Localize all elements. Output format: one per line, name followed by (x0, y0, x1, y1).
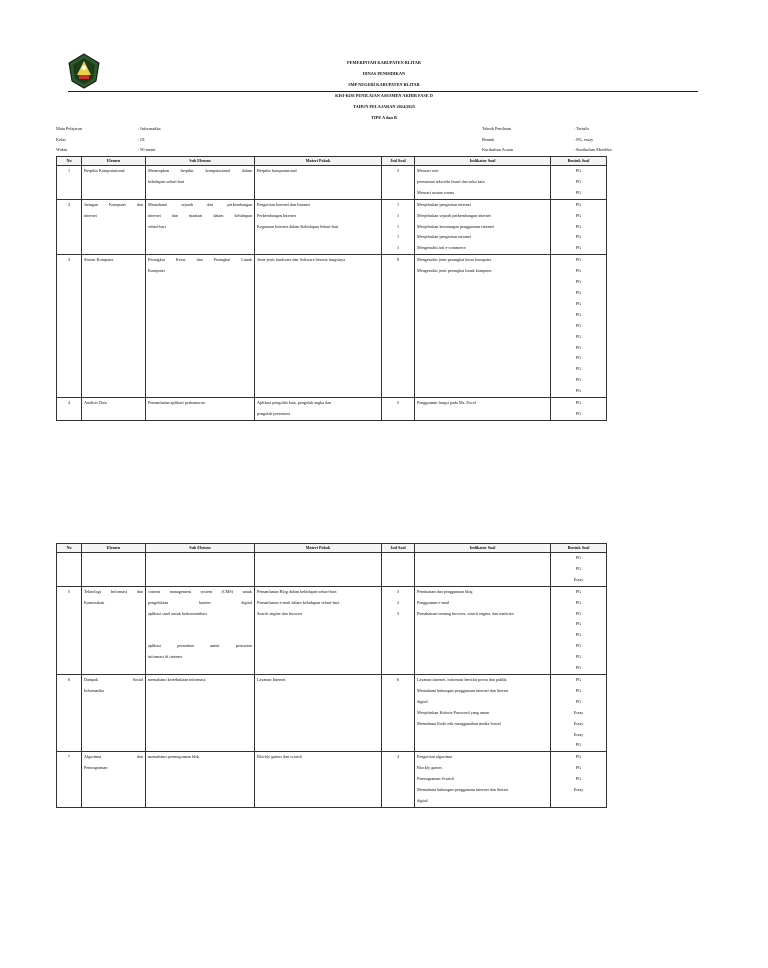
materi-pokok-line: Blockly games dan scratch (257, 754, 303, 760)
cell-indikator-soal (415, 255, 551, 398)
cell-indikator-soal (415, 553, 551, 587)
sub-elemen-line: kehidupan sehari-hari (148, 178, 185, 184)
indikator-soal-line: digital (417, 797, 428, 803)
cell-bentuk-soal (551, 674, 607, 751)
materi-pokok-line: Perkembangan Internet (257, 212, 296, 218)
header-line-3: SMP NEGERI KABUPATEN BLITAR (348, 82, 420, 87)
bentuk-soal-line: PG (575, 355, 582, 361)
elemen-line: Jaringan Komputer dan (84, 201, 143, 207)
jml-soal-line: 1 (396, 212, 400, 218)
cell-indikator-soal (415, 674, 551, 751)
column-header-bentuk-soal: Bentuk Soal (551, 157, 607, 166)
column-header-indikator-soal: Indikator Soal (415, 544, 551, 553)
materi-pokok-line: Search engine dan browser (257, 610, 303, 616)
cell-bentuk-soal (551, 586, 607, 674)
meta-right-value-2: : PG, essay (574, 137, 594, 142)
elemen-line: Komunikasi (84, 599, 105, 605)
cell-elemen (82, 255, 146, 398)
jml-soal-line: 1 (396, 234, 400, 240)
sub-elemen-line: memahami keterbukaan informasi, (148, 676, 207, 682)
bentuk-soal-line: PG (575, 565, 582, 571)
column-header-materi-pokok: Materi Pokok (255, 157, 382, 166)
indikator-soal-line: Mengenalisi jenis perangkat keras komputer. (417, 257, 493, 263)
indikator-soal-line: Menjelaskan Kriteria Password yang aman (417, 709, 489, 715)
sub-elemen-line: informasi di internet (148, 654, 183, 660)
indikator-soal-line: Penggunaan fungsi pada Ms. Excel (417, 400, 476, 406)
cell-materi-pokok (255, 553, 382, 587)
bentuk-soal-line: Essay (573, 709, 584, 715)
bentuk-soal-line: PG (575, 234, 582, 240)
sub-elemen-line (148, 630, 252, 641)
indikator-soal-line: Menjelaskan keuntungan penggunaan internet (417, 223, 495, 229)
cell-materi-pokok (255, 398, 382, 421)
indikator-soal-line: Memahami hubungan penggunaan internet dan literasi (417, 687, 509, 693)
indikator-soal-line: Memahami hubungan penggunaan internet dan literasi (417, 787, 509, 793)
table-row (57, 166, 607, 200)
elemen-line: internet (84, 212, 97, 218)
header-divider (68, 91, 698, 92)
cell-sub-elemen (146, 674, 255, 751)
cell-sub-elemen (146, 166, 255, 200)
column-header-jml-soal: Jml Soal (382, 157, 415, 166)
bentuk-soal-line: PG (575, 621, 582, 627)
table-row (57, 255, 607, 398)
header-line-4: KISI-KISI PENILAIAN ASESMEN AKHIR FASE D (335, 93, 433, 98)
bentuk-soal-line: Essay (573, 720, 584, 726)
meta-left-value-3: : 90 menit (138, 147, 156, 152)
bentuk-soal-line: PG (575, 599, 582, 605)
sub-elemen-line: Pemanfaatan aplikasi perkantoran (148, 400, 205, 406)
indikator-soal-line: digital (417, 698, 428, 704)
cell-bentuk-soal (551, 398, 607, 421)
indikator-soal-line: Pemrograman Scratch (417, 776, 455, 782)
cell-jml-soal (382, 752, 415, 808)
bentuk-soal-line: PG (575, 388, 582, 394)
sub-elemen-line: aplikasi peramban untuk pencarian (148, 643, 252, 649)
bentuk-soal-line: PG (575, 742, 582, 748)
sub-elemen-line: sehari-hari (148, 223, 166, 229)
meta-right-value-1: : Tertulis (574, 126, 590, 131)
indikator-soal-line: Blockly games (417, 765, 443, 771)
table-row (57, 674, 607, 751)
bentuk-soal-line: PG (575, 168, 582, 173)
jml-soal-line: 3 (396, 168, 400, 173)
column-header-sub-elemen: Sub Elemen (146, 544, 255, 553)
cell-no: 6 (57, 674, 82, 751)
table-row (57, 586, 607, 674)
cell-sub-elemen (146, 586, 255, 674)
header-line-6: TIPE A dan B (371, 115, 397, 120)
bentuk-soal-line: PG (575, 588, 582, 594)
bentuk-soal-line: PG (575, 311, 582, 317)
meta-left-label-2: Kelas (56, 137, 66, 142)
cell-materi-pokok (255, 199, 382, 255)
elemen-line: Informatika (84, 687, 104, 693)
bentuk-soal-line: PG (575, 245, 582, 251)
cell-bentuk-soal (551, 255, 607, 398)
jml-soal-line: 1 (396, 223, 400, 229)
materi-pokok-line: Layanan Internet (257, 676, 286, 682)
sub-elemen-line: aplikasi surel untuk berkomunikasi (148, 610, 207, 616)
indikator-soal-line: Menjelaskan pengertian internet (417, 201, 471, 207)
materi-pokok-line: pengolah presentasi (257, 410, 291, 416)
cell-jml-soal (382, 255, 415, 398)
kisi-kisi-table-2 (56, 543, 607, 808)
cell-bentuk-soal (551, 752, 607, 808)
cell-materi-pokok (255, 255, 382, 398)
kisi-kisi-table-1 (56, 156, 607, 421)
bentuk-soal-line: PG (575, 400, 582, 406)
elemen-line: Berpikir Komputasional (84, 168, 125, 173)
indikator-soal-line: Layanan internet, informasi bersifat privat dan publik (417, 676, 507, 682)
cell-no: 5 (57, 586, 82, 674)
meta-left-label-3: Waktu (56, 147, 68, 152)
cell-jml-soal (382, 166, 415, 200)
cell-no (57, 553, 82, 587)
cell-elemen (82, 199, 146, 255)
cell-elemen (82, 752, 146, 808)
cell-sub-elemen (146, 553, 255, 587)
jml-soal-line: 3 (396, 588, 400, 594)
indikator-soal-line: Mencari rute (417, 168, 439, 173)
table-row (57, 199, 607, 255)
cell-indikator-soal (415, 398, 551, 421)
sub-elemen-line: Memahami sejarah dan perkembangan (148, 201, 252, 207)
bentuk-soal-line: PG (575, 212, 582, 218)
cell-indikator-soal (415, 166, 551, 200)
jml-soal-line: 3 (396, 610, 400, 616)
materi-pokok-line: Pengertian Internet dan Intranet (257, 201, 311, 207)
table-header-row (57, 544, 607, 553)
column-header-no: No (57, 157, 82, 166)
bentuk-soal-line: PG (575, 765, 582, 771)
column-header-elemen: Elemen (82, 157, 146, 166)
bentuk-soal-line: PG (575, 289, 582, 295)
indikator-soal-line: Memahami Kode etik menggunakan media Sosial (417, 720, 501, 726)
elemen-line: Analisis Data (84, 400, 107, 406)
cell-indikator-soal (415, 586, 551, 674)
cell-elemen (82, 398, 146, 421)
indikator-soal-line: permainan teka-teki huruf dan suku kata (417, 178, 485, 184)
elemen-line: Pemrograman (84, 765, 108, 771)
bentuk-soal-line: PG (575, 643, 582, 649)
column-header-indikator-soal: Indikator Soal (415, 157, 551, 166)
header-line-1: PEMERINTAH KABUPATEN BLITAR (347, 60, 421, 65)
column-header-materi-pokok: Materi Pokok (255, 544, 382, 553)
bentuk-soal-line: PG (575, 377, 582, 383)
cell-sub-elemen (146, 752, 255, 808)
bentuk-soal-line: PG (575, 201, 582, 207)
meta-right-label-2: Bentuk (482, 137, 495, 142)
column-header-elemen: Elemen (82, 544, 146, 553)
materi-pokok-line: Pemanfaatan Blog dalam kehidupan sehari-hari (257, 588, 337, 594)
cell-materi-pokok (255, 166, 382, 200)
cell-jml-soal (382, 553, 415, 587)
elemen-line: Dampak Sosial (84, 676, 143, 682)
bentuk-soal-line: PG (575, 555, 582, 560)
bentuk-soal-line: PG (575, 776, 582, 782)
meta-left-label-1: Mata Pelajaran (56, 126, 82, 131)
cell-elemen (82, 586, 146, 674)
jml-soal-line: 1 (396, 201, 400, 207)
bentuk-soal-line: PG (575, 178, 582, 184)
sub-elemen-line: Komputer (148, 268, 165, 274)
table-header-row (57, 157, 607, 166)
bentuk-soal-line: PG (575, 687, 582, 693)
elemen-line: Teknologi Informasi dan (84, 588, 143, 594)
materi-pokok-line: Kegunaan Internet dalam Kehidupan Sehari-hari (257, 223, 339, 229)
cell-no: 3 (57, 255, 82, 398)
bentuk-soal-line: PG (575, 754, 582, 760)
bentuk-soal-line: PG (575, 676, 582, 682)
jml-soal-line: 5 (396, 400, 400, 406)
indikator-soal-line: Menjelaskan sejarah perkembangan internet (417, 212, 491, 218)
cell-bentuk-soal (551, 199, 607, 255)
bentuk-soal-line: PG (575, 410, 582, 416)
cell-materi-pokok (255, 586, 382, 674)
cell-bentuk-soal (551, 166, 607, 200)
bentuk-soal-line: PG (575, 279, 582, 285)
sub-elemen-line: content management system (CMS) untuk (148, 588, 252, 594)
table-row (57, 553, 607, 587)
bentuk-soal-line: PG (575, 654, 582, 660)
cell-jml-soal (382, 586, 415, 674)
jml-soal-line: 6 (396, 676, 400, 682)
bentuk-soal-line: PG (575, 665, 582, 671)
cell-indikator-soal (415, 752, 551, 808)
bentuk-soal-line: PG (575, 333, 582, 339)
column-header-no: No (57, 544, 82, 553)
cell-no: 4 (57, 398, 82, 421)
cell-no: 7 (57, 752, 82, 808)
cell-jml-soal (382, 398, 415, 421)
bentuk-soal-line: PG (575, 257, 582, 263)
cell-elemen (82, 553, 146, 587)
indikator-soal-line: Pemahaman tentang browser, search engine, dan malware (417, 610, 514, 616)
bentuk-soal-line: Essay (573, 731, 584, 737)
materi-pokok-line: Pemanfaatan e-mail dalam kehidupan sehari-hari. (257, 599, 341, 605)
materi-pokok-line: Aplikasi pengolah kata, pengolah angka dan (257, 400, 332, 406)
bentuk-soal-line: PG (575, 366, 582, 372)
bentuk-soal-line: Essay (573, 576, 584, 582)
jml-soal-line: 4 (396, 754, 400, 760)
elemen-line: Algoritma dan (84, 754, 143, 760)
bentuk-soal-line: PG (575, 189, 582, 195)
indikator-soal-line: Pengertian algoritma (417, 754, 453, 760)
bentuk-soal-line: PG (575, 698, 582, 704)
indikator-soal-line: Menjelaskan pengertian intranet (417, 234, 471, 240)
bentuk-soal-line: PG (575, 322, 582, 328)
jml-soal-line: 1 (396, 245, 400, 251)
column-header-jml-soal: Jml Soal (382, 544, 415, 553)
indikator-soal-line: Mengenalisi arti e-commerce (417, 245, 467, 251)
header-line-5: TAHUN PELAJARAN 2024/2025 (353, 104, 415, 109)
bentuk-soal-line: PG (575, 632, 582, 638)
indikator-soal-line: Mengenalisi jenis perangkat lunak komputer. (417, 268, 493, 274)
bentuk-soal-line: PG (575, 610, 582, 616)
elemen-line: Sistem Komputer (84, 257, 114, 263)
bentuk-soal-line: PG (575, 268, 582, 274)
cell-bentuk-soal (551, 553, 607, 587)
column-header-sub-elemen: Sub Elemen (146, 157, 255, 166)
meta-left-value-1: : Informatika (138, 126, 161, 131)
materi-pokok-line: Jenis-jenis hardware dan Software beserta fungsinya (257, 257, 346, 263)
cell-sub-elemen (146, 199, 255, 255)
cell-elemen (82, 674, 146, 751)
sub-elemen-line: Perangkat Keras dan Perangkat Lunak (148, 257, 252, 263)
indikator-soal-line: Penggunaan e-mail (417, 599, 450, 605)
jml-soal-line: 2 (396, 599, 400, 605)
sub-elemen-line: pengelolaan konten digital (148, 599, 252, 605)
jml-soal-line: 8 (396, 257, 400, 263)
meta-right-label-1: Teknik Penilaian (482, 126, 511, 131)
bentuk-soal-line: PG (575, 300, 582, 306)
cell-sub-elemen (146, 255, 255, 398)
cell-materi-pokok (255, 674, 382, 751)
sub-elemen-line: internet dan manfaat dalam kehidupan (148, 212, 252, 218)
table-row (57, 398, 607, 421)
cell-jml-soal (382, 199, 415, 255)
bentuk-soal-line: PG (575, 344, 582, 350)
table-row (57, 752, 607, 808)
bentuk-soal-line: PG (575, 223, 582, 229)
meta-right-value-3: : Kurikulum Merdeka (574, 147, 612, 152)
sub-elemen-line (148, 619, 252, 630)
materi-pokok-line: Berpikir komputasional (257, 168, 297, 173)
meta-right-label-3: Kurikulum Acuan (482, 147, 513, 152)
cell-materi-pokok (255, 752, 382, 808)
indikator-soal-line: Pembuatan dan penggunaan blog (417, 588, 473, 594)
cell-indikator-soal (415, 199, 551, 255)
cell-sub-elemen (146, 398, 255, 421)
cell-no: 2 (57, 199, 82, 255)
cell-elemen (82, 166, 146, 200)
header-line-2: DINAS PENDIDIKAN (362, 71, 406, 76)
cell-no: 1 (57, 166, 82, 200)
bentuk-soal-line: Essay (573, 787, 584, 793)
meta-left-value-2: : IX (138, 137, 145, 142)
column-header-bentuk-soal: Bentuk Soal (551, 544, 607, 553)
indikator-soal-line: Mencari urutan warna (417, 189, 454, 195)
cell-jml-soal (382, 674, 415, 751)
sub-elemen-line: memahami pemrograman blok (148, 754, 200, 760)
sub-elemen-line: Menerapkan berpikir komputasional dalam (148, 168, 252, 173)
